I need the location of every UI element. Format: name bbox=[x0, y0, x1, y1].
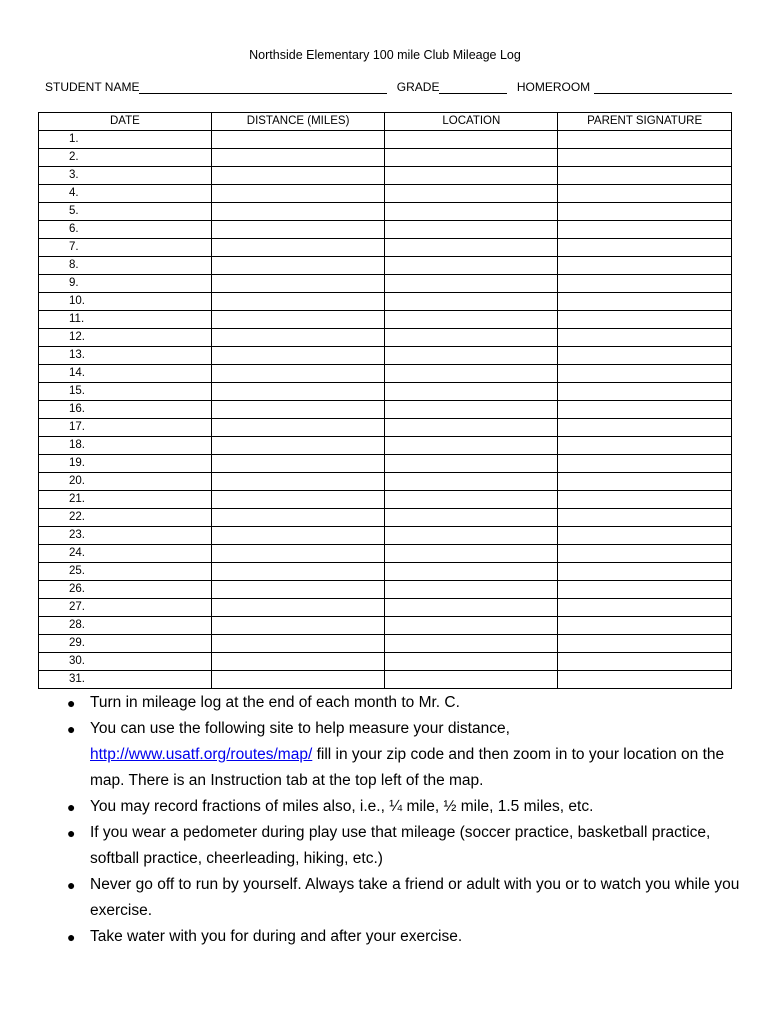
distance-cell[interactable] bbox=[211, 581, 385, 599]
date-cell[interactable]: 19. bbox=[39, 455, 212, 473]
parent-signature-cell[interactable] bbox=[558, 473, 732, 491]
parent-signature-cell[interactable] bbox=[558, 311, 732, 329]
parent-signature-cell[interactable] bbox=[558, 509, 732, 527]
table-row bbox=[39, 293, 732, 311]
parent-signature-cell[interactable] bbox=[558, 131, 732, 149]
table-row bbox=[39, 455, 732, 473]
bullet-icon: ● bbox=[67, 825, 76, 841]
homeroom-label: HOMEROOM bbox=[516, 80, 591, 94]
date-cell[interactable]: 13. bbox=[39, 347, 212, 365]
distance-cell[interactable] bbox=[211, 365, 385, 383]
usatf-map-link[interactable]: http://www.usatf.org/routes/map/ bbox=[90, 746, 313, 763]
date-cell[interactable]: 16. bbox=[39, 401, 212, 419]
location-cell[interactable] bbox=[385, 347, 558, 365]
date-cell[interactable]: 20. bbox=[39, 473, 212, 491]
distance-cell[interactable] bbox=[211, 401, 385, 419]
parent-signature-cell[interactable] bbox=[558, 257, 732, 275]
table-row bbox=[39, 581, 732, 599]
date-cell[interactable]: 27. bbox=[39, 599, 212, 617]
location-cell[interactable] bbox=[385, 653, 558, 671]
table-row bbox=[39, 527, 732, 545]
distance-cell[interactable] bbox=[211, 275, 385, 293]
table-row bbox=[39, 563, 732, 581]
table-row bbox=[39, 401, 732, 419]
location-cell[interactable] bbox=[385, 509, 558, 527]
list-item: ● If you wear a pedometer during play use that mileage (soccer practice, basketball practice, softball practice, cheerleading, hiking, etc.) bbox=[48, 820, 748, 872]
homeroom-blank[interactable] bbox=[594, 81, 732, 94]
parent-signature-cell[interactable] bbox=[558, 203, 732, 221]
location-cell[interactable] bbox=[385, 455, 558, 473]
distance-cell[interactable] bbox=[211, 131, 385, 149]
student-name-label: STUDENT NAME bbox=[45, 80, 140, 94]
parent-signature-cell[interactable] bbox=[558, 491, 732, 509]
table-row bbox=[39, 671, 732, 689]
date-cell[interactable]: 7. bbox=[39, 239, 212, 257]
location-cell[interactable] bbox=[385, 257, 558, 275]
table-row bbox=[39, 437, 732, 455]
parent-signature-cell[interactable] bbox=[558, 599, 732, 617]
date-cell[interactable]: 29. bbox=[39, 635, 212, 653]
table-row bbox=[39, 599, 732, 617]
location-cell[interactable] bbox=[385, 311, 558, 329]
location-cell[interactable] bbox=[385, 671, 558, 689]
date-cell[interactable]: 12. bbox=[39, 329, 212, 347]
location-cell[interactable] bbox=[385, 383, 558, 401]
table-row bbox=[39, 203, 732, 221]
parent-signature-cell[interactable] bbox=[558, 347, 732, 365]
date-cell[interactable]: 18. bbox=[39, 437, 212, 455]
distance-cell[interactable] bbox=[211, 221, 385, 239]
date-cell[interactable]: 22. bbox=[39, 509, 212, 527]
table-row bbox=[39, 617, 732, 635]
distance-cell[interactable] bbox=[211, 563, 385, 581]
parent-signature-cell[interactable] bbox=[558, 275, 732, 293]
list-item: ● You may record fractions of miles also, i.e., ¼ mile, ½ mile, 1.5 miles, etc. bbox=[48, 794, 748, 820]
date-cell[interactable]: 26. bbox=[39, 581, 212, 599]
location-cell[interactable] bbox=[385, 293, 558, 311]
parent-signature-cell[interactable] bbox=[558, 635, 732, 653]
distance-cell[interactable] bbox=[211, 491, 385, 509]
list-item: ● Turn in mileage log at the end of each month to Mr. C. bbox=[48, 690, 748, 716]
date-cell[interactable]: 1. bbox=[39, 131, 212, 149]
location-cell[interactable] bbox=[385, 365, 558, 383]
date-cell[interactable]: 8. bbox=[39, 257, 212, 275]
location-cell[interactable] bbox=[385, 563, 558, 581]
parent-signature-cell[interactable] bbox=[558, 581, 732, 599]
table-row bbox=[39, 383, 732, 401]
parent-signature-cell[interactable] bbox=[558, 293, 732, 311]
header-location: LOCATION bbox=[385, 113, 558, 131]
distance-cell[interactable] bbox=[211, 149, 385, 167]
date-cell[interactable]: 10. bbox=[39, 293, 212, 311]
date-cell[interactable]: 6. bbox=[39, 221, 212, 239]
grade-label: GRADE bbox=[396, 80, 440, 94]
distance-cell[interactable] bbox=[211, 203, 385, 221]
table-row bbox=[39, 509, 732, 527]
table-row bbox=[39, 239, 732, 257]
parent-signature-cell[interactable] bbox=[558, 239, 732, 257]
table-row bbox=[39, 473, 732, 491]
date-cell[interactable]: 30. bbox=[39, 653, 212, 671]
distance-cell[interactable] bbox=[211, 293, 385, 311]
table-row bbox=[39, 347, 732, 365]
list-item: ● Never go off to run by yourself. Always take a friend or adult with you or to watch you while you exercise. bbox=[48, 872, 748, 924]
location-cell[interactable] bbox=[385, 635, 558, 653]
date-cell[interactable]: 24. bbox=[39, 545, 212, 563]
table-row bbox=[39, 491, 732, 509]
parent-signature-cell[interactable] bbox=[558, 383, 732, 401]
page-title: Northside Elementary 100 mile Club Mileage Log bbox=[249, 48, 521, 62]
location-cell[interactable] bbox=[385, 437, 558, 455]
date-cell[interactable]: 23. bbox=[39, 527, 212, 545]
table-row bbox=[39, 419, 732, 437]
parent-signature-cell[interactable] bbox=[558, 149, 732, 167]
location-cell[interactable] bbox=[385, 473, 558, 491]
location-cell[interactable] bbox=[385, 401, 558, 419]
table-row bbox=[39, 185, 732, 203]
table-row bbox=[39, 635, 732, 653]
table-row bbox=[39, 329, 732, 347]
parent-signature-cell[interactable] bbox=[558, 185, 732, 203]
list-item: ● You can use the following site to help measure your distance, http://www.usatf.org/routes/map/ fill in your zip code and then zoom in to your location on the map. There is an Instruction tab at the top left of the map. bbox=[48, 716, 748, 794]
location-cell[interactable] bbox=[385, 617, 558, 635]
distance-cell[interactable] bbox=[211, 329, 385, 347]
distance-cell[interactable] bbox=[211, 347, 385, 365]
distance-cell[interactable] bbox=[211, 257, 385, 275]
distance-cell[interactable] bbox=[211, 455, 385, 473]
distance-cell[interactable] bbox=[211, 545, 385, 563]
distance-cell[interactable] bbox=[211, 599, 385, 617]
location-cell[interactable] bbox=[385, 149, 558, 167]
bullet-icon: ● bbox=[67, 721, 76, 737]
date-cell[interactable]: 14. bbox=[39, 365, 212, 383]
location-cell[interactable] bbox=[385, 203, 558, 221]
location-cell[interactable] bbox=[385, 491, 558, 509]
location-cell[interactable] bbox=[385, 581, 558, 599]
location-cell[interactable] bbox=[385, 275, 558, 293]
parent-signature-cell[interactable] bbox=[558, 527, 732, 545]
date-cell[interactable]: 5. bbox=[39, 203, 212, 221]
distance-cell[interactable] bbox=[211, 509, 385, 527]
student-name-blank[interactable] bbox=[139, 81, 387, 94]
bullet-icon: ● bbox=[67, 877, 76, 893]
parent-signature-cell[interactable] bbox=[558, 455, 732, 473]
date-cell[interactable]: 9. bbox=[39, 275, 212, 293]
distance-cell[interactable] bbox=[211, 671, 385, 689]
distance-cell[interactable] bbox=[211, 419, 385, 437]
parent-signature-cell[interactable] bbox=[558, 365, 732, 383]
location-cell[interactable] bbox=[385, 545, 558, 563]
location-cell[interactable] bbox=[385, 239, 558, 257]
distance-cell[interactable] bbox=[211, 653, 385, 671]
date-cell[interactable]: 4. bbox=[39, 185, 212, 203]
date-cell[interactable]: 21. bbox=[39, 491, 212, 509]
distance-cell[interactable] bbox=[211, 473, 385, 491]
table-row bbox=[39, 545, 732, 563]
location-cell[interactable] bbox=[385, 329, 558, 347]
distance-cell[interactable] bbox=[211, 635, 385, 653]
parent-signature-cell[interactable] bbox=[558, 419, 732, 437]
distance-cell[interactable] bbox=[211, 185, 385, 203]
date-cell[interactable]: 28. bbox=[39, 617, 212, 635]
location-cell[interactable] bbox=[385, 131, 558, 149]
table-row bbox=[39, 311, 732, 329]
distance-cell[interactable] bbox=[211, 437, 385, 455]
date-cell[interactable]: 2. bbox=[39, 149, 212, 167]
parent-signature-cell[interactable] bbox=[558, 617, 732, 635]
parent-signature-cell[interactable] bbox=[558, 401, 732, 419]
table-row bbox=[39, 653, 732, 671]
parent-signature-cell[interactable] bbox=[558, 671, 732, 689]
location-cell[interactable] bbox=[385, 167, 558, 185]
location-cell[interactable] bbox=[385, 221, 558, 239]
parent-signature-cell[interactable] bbox=[558, 167, 732, 185]
table-row bbox=[39, 167, 732, 185]
distance-cell[interactable] bbox=[211, 239, 385, 257]
header-distance: DISTANCE (MILES) bbox=[211, 113, 385, 131]
distance-cell[interactable] bbox=[211, 167, 385, 185]
parent-signature-cell[interactable] bbox=[558, 545, 732, 563]
distance-cell[interactable] bbox=[211, 383, 385, 401]
instructions-list bbox=[48, 690, 748, 950]
header-parent-signature: PARENT SIGNATURE bbox=[558, 113, 732, 131]
parent-signature-cell[interactable] bbox=[558, 329, 732, 347]
bullet-icon: ● bbox=[67, 695, 76, 711]
distance-cell[interactable] bbox=[211, 617, 385, 635]
location-cell[interactable] bbox=[385, 185, 558, 203]
bullet-icon: ● bbox=[67, 929, 76, 945]
bullet-icon: ● bbox=[67, 799, 76, 815]
table-row bbox=[39, 275, 732, 293]
table-row bbox=[39, 257, 732, 275]
header-date: DATE bbox=[39, 113, 212, 131]
table-header-row bbox=[39, 113, 732, 131]
distance-cell[interactable] bbox=[211, 527, 385, 545]
table-row bbox=[39, 221, 732, 239]
student-info-fields bbox=[45, 80, 735, 94]
parent-signature-cell[interactable] bbox=[558, 563, 732, 581]
date-cell[interactable]: 17. bbox=[39, 419, 212, 437]
table-row bbox=[39, 365, 732, 383]
parent-signature-cell[interactable] bbox=[558, 653, 732, 671]
date-cell[interactable]: 31. bbox=[39, 671, 212, 689]
parent-signature-cell[interactable] bbox=[558, 437, 732, 455]
mileage-log-table bbox=[38, 112, 732, 689]
location-cell[interactable] bbox=[385, 527, 558, 545]
location-cell[interactable] bbox=[385, 419, 558, 437]
list-item: ● Take water with you for during and after your exercise. bbox=[48, 924, 748, 950]
date-cell[interactable]: 15. bbox=[39, 383, 212, 401]
date-cell[interactable]: 25. bbox=[39, 563, 212, 581]
parent-signature-cell[interactable] bbox=[558, 221, 732, 239]
grade-blank[interactable] bbox=[439, 81, 507, 94]
table-row bbox=[39, 149, 732, 167]
location-cell[interactable] bbox=[385, 599, 558, 617]
table-row bbox=[39, 131, 732, 149]
distance-cell[interactable] bbox=[211, 311, 385, 329]
date-cell[interactable]: 11. bbox=[39, 311, 212, 329]
date-cell[interactable]: 3. bbox=[39, 167, 212, 185]
